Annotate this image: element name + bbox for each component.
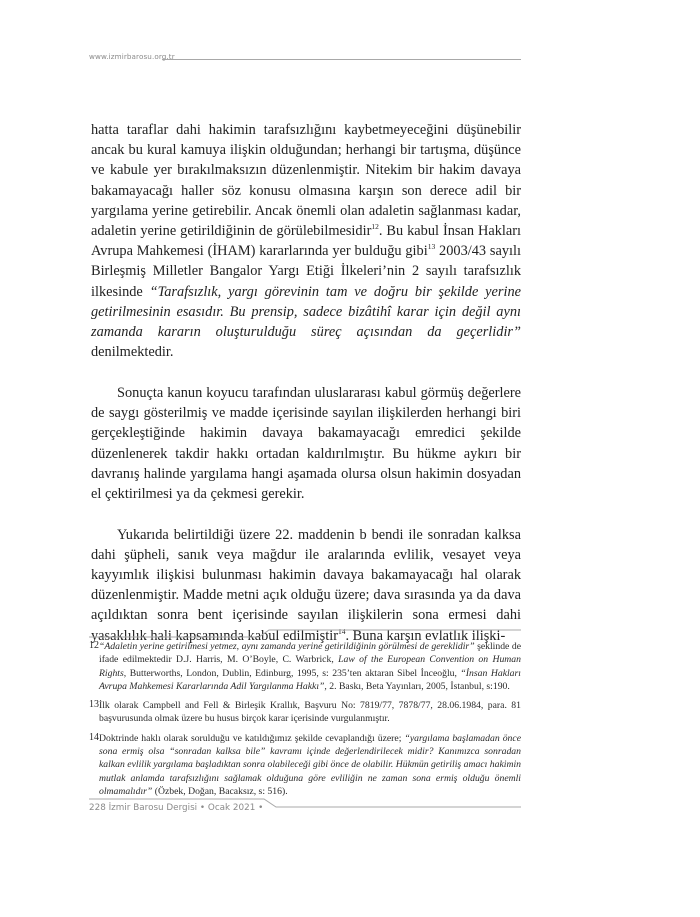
paragraph-2: Sonuçta kanun koyucu tarafından uluslararası kabul görmüş değerlere de saygı gösterilmiş ve madde içerisinde sayılan ilişkilerden herhangi biri gerçekleştiğinde hakimin davaya bakamayacağı emredici şekilde düzenlenerek takdir hakkı ortadan kaldırılmıştır. Bu hükme aykırı bir davranış halinde yargılama hangi aşamada olursa olsun hakimin dosyadan el çektirilmesi ya da çekmesi gerekir. [91, 384, 521, 502]
footnote-12 [89, 640, 521, 693]
footnote-text: Butterworths, London, Dublin, Edinburg, 1995, s: 235’ten aktaran Sibel İnceoğlu, [126, 667, 461, 679]
paragraph-text: . Bu kabul İnsan Hakları Avrupa Mahkemesi (İHAM) kararlarında yer bulduğu gibi [91, 223, 521, 260]
footnote-number: 13 [89, 699, 99, 711]
paragraph-text: Yukarıda belirtildiği üzere 22. maddenin b bendi ile sonradan kalksa dahi şüpheli, sanık veya mağdur ile aralarında evlilik, vesayet veya kayyımlık ilişkisi bulunması hakimin davaya bakamayacağı hal olarak düzenlenmiştir. Madde metni açık olduğu üzere; dava sırasında ya da dava açıldıktan sonra bent içerisinde sayılan ilişkilerin sona ermesi dahi yasaklılık hali kapsamında kabul edilmiştir [91, 526, 521, 644]
footnote-text: İlk olarak Campbell and Fell & Birleşik Krallık, Başvuru No: 7819/77, 7878/77, 28.06.1984, para. 81 başvurusunda olmak üzere bu husus birçok karar içerisinde vurgulanmıştır. [99, 700, 521, 725]
quoted-principle: “Tarafsızlık, yargı görevinin tam ve doğru bir şekilde yerine getirilmesinin esasıdır. Bu prensip, sadece bizâtihî karar için değil aynı zamanda kararın oluşturulduğu süreç açısından da geçerlidir” [91, 283, 521, 341]
paragraph-1 [91, 120, 521, 362]
header-rule [162, 59, 521, 60]
footnote-text: , 2. Baskı, Beta Yayınları, 2005, İstanbul, s:190. [324, 680, 510, 692]
paragraph-text: 2003/43 sayılı Birleşmiş Milletler Bangalor Yargı Etiği İlkeleri’nin 2 sayılı tarafsızlık ilkesinde [91, 243, 521, 300]
footnote-ref-14[interactable]: 14 [337, 626, 346, 636]
page-footer [89, 798, 521, 822]
paragraph-text: hatta taraflar dahi hakimin tarafsızlığını kaybetmeyeceğini düşünebilir ancak bu kural kamuya ilişkin olduğundan; herhangi bir tartışma, düşünce ve kabule yer bırakılmaksızın düzenlenmiştir. Nitekim bir hakim davaya bakamayacağı haller söz konusu olmasına karşın son derece adil bir yargılama yerine getirebilir. Ancak önemli olan adaletin sağlanması kadar, adaletin yerine getirildiğinin de görülebilmesidir [91, 122, 521, 240]
footnote-separator [89, 628, 521, 640]
footnote-title: Law of the European Convention on Human Rights, [99, 654, 521, 679]
footnote-ref-12[interactable]: 12 [371, 222, 379, 232]
footer-label: 228 İzmir Barosu Dergisi • Ocak 2021 • [89, 803, 264, 813]
footnote-text: (Özbek, Doğan, Bacaksız, s: 516). [152, 785, 288, 797]
footnote-quote: “yargılama başlamadan önce sona ermiş olsa “sonradan kalksa bile” kavramı içinde değerlendirilecek midir? Kanımızca sonradan kalkan evlilik yargılama başladıktan sonra olabileceği gibi önce de olabilir. Hükmün getiriliş amacı hakimin mutlak anlamda tarafsızlığını sağlamak olduğuna göre evliliğin ne zaman sona ermiş olduğu önemli olmamalıdır” [99, 732, 521, 797]
header-url: www.izmirbarosu.org.tr [89, 52, 175, 61]
footnote-number: 14 [89, 731, 99, 743]
footnote-number: 12 [89, 640, 99, 651]
footnote-ref-13[interactable]: 13 [427, 242, 436, 252]
page-header [89, 52, 521, 66]
footnote-14 [89, 732, 521, 798]
footnotes [89, 640, 521, 804]
main-text [91, 120, 521, 666]
footnote-title: “İnsan Hakları Avrupa Mahkemesi Kararlarında Adil Yargılanma Hakkı” [99, 667, 521, 692]
paragraph-text: . Buna karşın evlatlık ilişki- [345, 627, 506, 644]
paragraph-text: denilmektedir. [91, 344, 174, 361]
footnote-quote: “Adaletin yerine getirilmesi yetmez, aynı zamanda yerine getirildiğinin görülmesi de gereklidir” [99, 641, 475, 652]
footnote-text: şeklinde de ifade edilmektedir D.J. Harris, M. O’Boyle, C. Warbrick, [99, 641, 521, 666]
footnote-13 [89, 699, 521, 726]
footnote-text: Doktrinde haklı olarak sorulduğu ve katıldığımız şekilde cevaplandığı üzere; [99, 732, 405, 744]
